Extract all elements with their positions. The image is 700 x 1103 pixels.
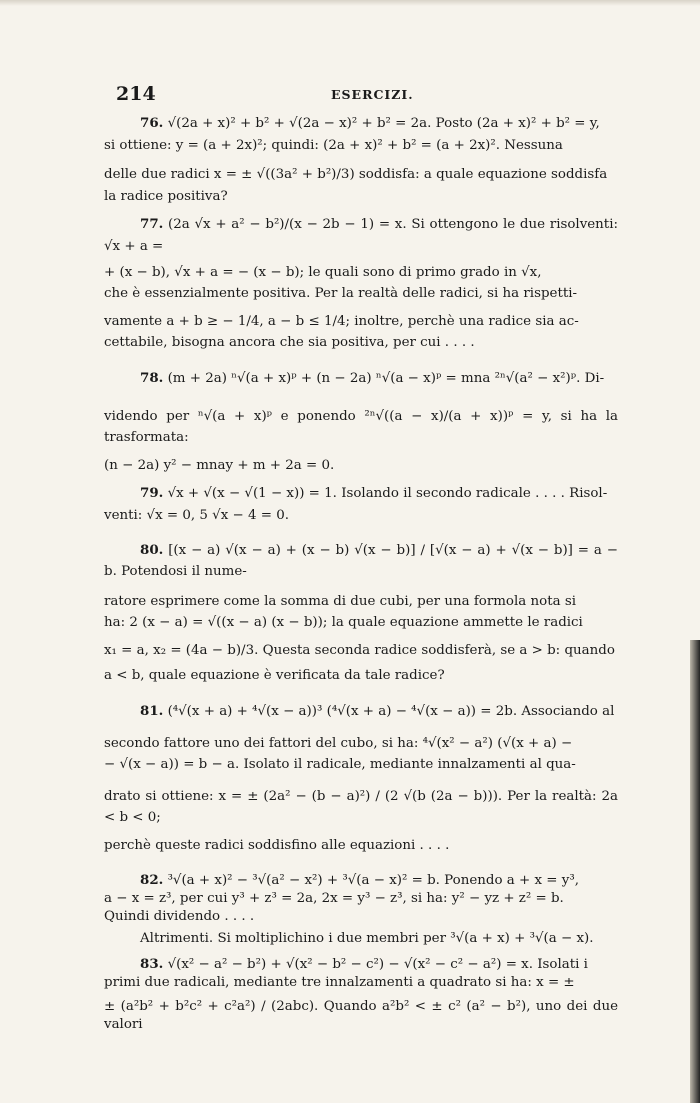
exercise-line: 83. √(x² − a² − b²) + √(x² − b² − c²) − √(x² − c² − a²) = x. Isolati i xyxy=(140,955,588,972)
exercise-80 xyxy=(104,540,618,688)
exercise-77 xyxy=(104,214,618,354)
exercise-number: 83. xyxy=(140,955,164,972)
exercise-83 xyxy=(104,955,618,1034)
exercise-line: 81. (⁴√(x + a) + ⁴√(x − a))³ (⁴√(x + a) − ⁴√(x − a)) = 2b. Associando al xyxy=(140,703,615,720)
exercise-number: 77. xyxy=(140,216,164,233)
exercise-line: ± (a²b² + b²c² + c²a²) / (2abc). Quando a²b² < ± c² (a² − b²), uno dei due valori xyxy=(104,998,618,1032)
exercise-line: delle due radici x = ± √((3a² + b²)/3) soddisfa: a quale equazione soddisfa xyxy=(104,167,608,183)
exercise-78 xyxy=(104,368,618,476)
exercise-line: 79. √x + √(x − √(1 − x)) = 1. Isolando il secondo radicale . . . . Risol- xyxy=(140,485,608,502)
exercise-line: a − x = z³, per cui y³ + z³ = 2a, 2x = y³ − z³, si ha: y² − yz + z² = b. xyxy=(104,890,564,906)
exercise-number: 81. xyxy=(140,703,164,720)
exercise-line: − √(x − a)) = b − a. Isolato il radicale, mediante innalzamenti al qua- xyxy=(104,757,576,773)
exercise-line: 82. ³√(a + x)² − ³√(a² − x²) + ³√(a − x)² = b. Ponendo a + x = y³, xyxy=(140,871,579,888)
exercise-line: secondo fattore uno dei fattori del cubo, si ha: ⁴√(x² − a²) (√(x + a) − xyxy=(104,735,573,751)
exercise-line: 77. (2a √x + a² − b²)/(x − 2b − 1) = x. Si ottengono le due risolventi: √x + a = xyxy=(104,216,618,254)
exercise-line: videndo per ⁿ√(a + x)ᵖ e ponendo ²ⁿ√((a − x)/(a + x))ᵖ = y, si ha la trasformata: xyxy=(104,408,618,446)
exercise-line: Altrimenti. Si moltiplichino i due membri per ³√(a + x) + ³√(a − x). xyxy=(140,930,594,946)
page-right-shadow xyxy=(690,640,700,1103)
exercise-line: ha: 2 (x − a) = √((x − a) (x − b)); la quale equazione ammette le radici xyxy=(104,615,583,631)
exercise-line: Quindi dividendo . . . . xyxy=(104,908,255,924)
exercise-line: + (x − b), √x + a = − (x − b); le quali sono di primo grado in √x, xyxy=(104,264,542,280)
exercise-line: a < b, quale equazione è verificata da tale radice? xyxy=(104,668,445,684)
exercise-line: che è essenzialmente positiva. Per la realtà delle radici, si ha rispetti- xyxy=(104,286,578,302)
exercise-line: perchè queste radici soddisfino alle equazioni . . . . xyxy=(104,838,450,854)
exercise-line: si ottiene: y = (a + 2x)²; quindi: (2a + x)² + b² = (a + 2x)². Nessuna xyxy=(104,137,563,153)
exercise-line: cettabile, bisogna ancora che sia positiva, per cui . . . . xyxy=(104,335,475,351)
exercise-line: (n − 2a) y² − mnay + m + 2a = 0. xyxy=(104,457,335,473)
page-number: 214 xyxy=(116,83,156,105)
exercise-line: vamente a + b ≥ − 1/4, a − b ≤ 1/4; inoltre, perchè una radice sia ac- xyxy=(104,313,579,329)
exercise-number: 76. xyxy=(140,115,164,131)
exercise-line: 76. √(2a + x)² + b² + √(2a − x)² + b² = 2a. Posto (2a + x)² + b² = y, xyxy=(140,115,600,131)
exercise-line: ratore esprimere come la somma di due cubi, per una formola nota si xyxy=(104,593,576,609)
exercise-line: 80. [(x − a) √(x − a) + (x − b) √(x − b)] / [√(x − a) + √(x − b)] = a − b. Potendosi il nume- xyxy=(104,541,618,580)
exercise-line: drato si ottiene: x = ± (2a² − (b − a)²) / (2 √(b (2a − b))). Per la realtà: 2a < b < 0; xyxy=(104,788,618,826)
exercise-number: 78. xyxy=(140,369,164,386)
exercise-line: 78. (m + 2a) ⁿ√(a + x)ᵖ + (n − 2a) ⁿ√(a − x)ᵖ = mna ²ⁿ√(a² − x²)ᵖ. Di- xyxy=(140,369,605,386)
exercise-79 xyxy=(104,483,618,526)
exercise-text xyxy=(104,113,618,1034)
exercise-number: 82. xyxy=(140,871,164,888)
exercise-line: primi due radicali, mediante tre innalzamenti a quadrato si ha: x = ± xyxy=(104,974,575,990)
exercise-82 xyxy=(104,871,618,948)
running-title: ESERCIZI. xyxy=(331,87,414,102)
page-header xyxy=(116,83,608,107)
exercise-number: 80. xyxy=(140,541,164,558)
exercise-number: 79. xyxy=(140,485,164,502)
exercise-81 xyxy=(104,701,618,857)
exercise-line: la radice positiva? xyxy=(104,188,228,204)
exercise-line: x₁ = a, x₂ = (4a − b)/3. Questa seconda radice soddisferà, se a > b: quando xyxy=(104,642,615,658)
page-top-shadow xyxy=(0,0,700,6)
exercise-76 xyxy=(104,113,618,207)
exercise-line: venti: √x = 0, 5 √x − 4 = 0. xyxy=(104,507,290,523)
